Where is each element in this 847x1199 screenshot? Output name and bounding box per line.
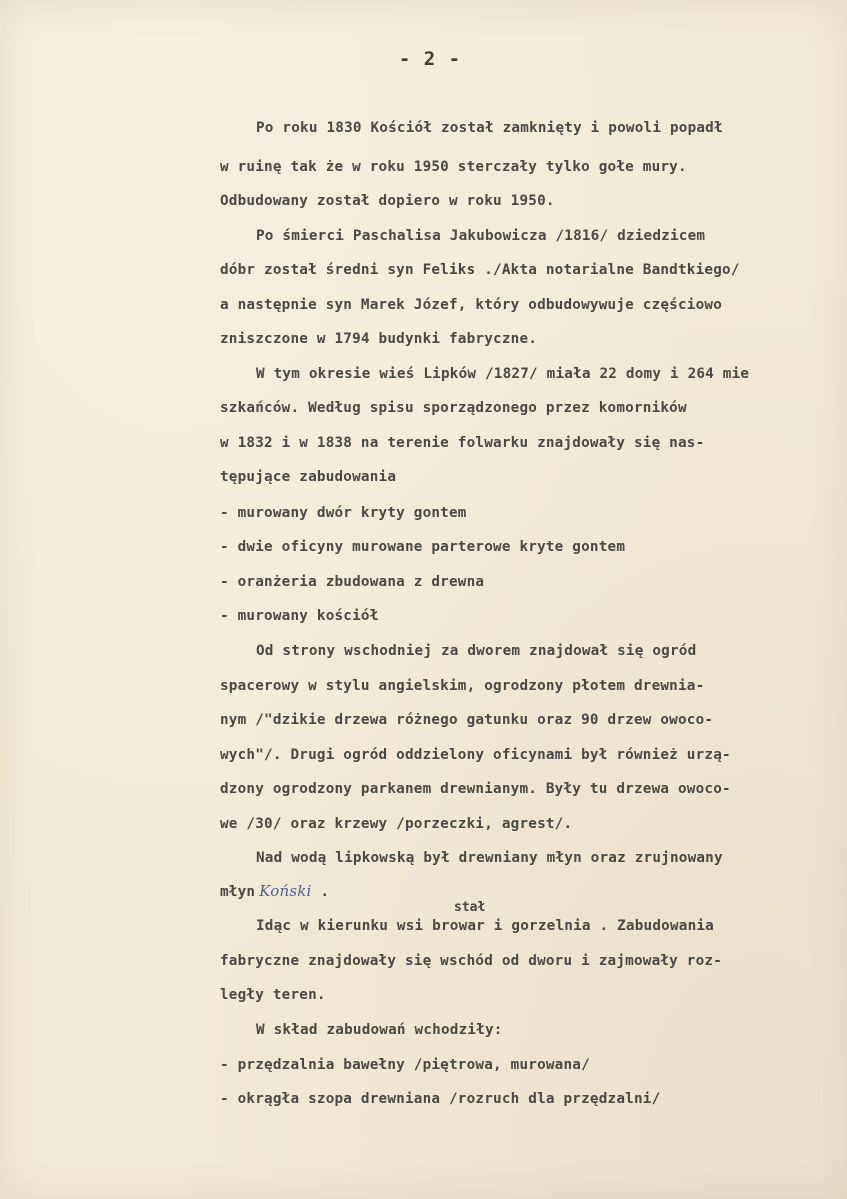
text-line: dzony ogrodzony parkanem drewnianym. Były tu drzewa owoco-	[220, 781, 731, 797]
text-line: Od strony wschodniej za dworem znajdował się ogród	[256, 643, 697, 659]
text-line: Nad wodą lipkowską był drewniany młyn oraz zrujnowany	[256, 850, 723, 866]
text-fragment: .	[311, 884, 330, 900]
text-line: a następnie syn Marek Józef, który odbudowywuje częściowo	[220, 297, 723, 313]
text-line: wych"/. Drugi ogród oddzielony oficynami był również urzą-	[220, 747, 731, 763]
list-item: - murowany kościół	[220, 608, 379, 624]
text-line: w ruinę tak że w roku 1950 sterczały tylko gołe mury.	[220, 159, 687, 175]
text-line: dóbr został średni syn Feliks ./Akta notarialne Bandtkiego/	[220, 262, 740, 278]
text-line: legły teren.	[220, 987, 326, 1003]
list-item: - murowany dwór kryty gontem	[220, 505, 467, 521]
text-line: spacerowy w stylu angielskim, ogrodzony płotem drewnia-	[220, 678, 705, 694]
text-line: Odbudowany został dopiero w roku 1950.	[220, 193, 555, 209]
list-item: - dwie oficyny murowane parterowe kryte gontem	[220, 539, 626, 555]
handwritten-note: Końskі	[259, 882, 312, 900]
text-line: tępujące zabudowania	[220, 469, 397, 485]
text-line-with-handwriting	[220, 881, 329, 901]
text-line: W skład zabudowań wchodziły:	[256, 1022, 503, 1038]
page-number: - 2 -	[398, 48, 462, 70]
text-line: zniszczone w 1794 budynki fabryczne.	[220, 331, 538, 347]
text-line: we /30/ oraz krzewy /porzeczki, agrest/.	[220, 816, 573, 832]
text-line: szkańców. Według spisu sporządzonego przez komorników	[220, 400, 687, 416]
inserted-word: stał	[454, 900, 486, 915]
list-item: - okrągła szopa drewniana /rozruch dla przędzalni/	[220, 1091, 661, 1107]
text-line: fabryczne znajdowały się wschód od dworu i zajmowały roz-	[220, 953, 723, 969]
text-line: Idąc w kierunku wsi browar i gorzelnia . Zabudowania	[256, 918, 714, 934]
text-line: nym /"dzikie drzewa różnego gatunku oraz 90 drzew owoco-	[220, 712, 714, 728]
list-item: - przędzalnia bawełny /piętrowa, murowana/	[220, 1057, 590, 1073]
list-item: - oranżeria zbudowana z drewna	[220, 574, 485, 590]
text-line: W tym okresie wieś Lipków /1827/ miała 22 domy i 264 mie	[256, 366, 750, 382]
text-line: Po roku 1830 Kościół został zamknięty i powoli popadł	[256, 120, 723, 136]
text-line: Po śmierci Paschalisa Jakubowicza /1816/ dziedzicem	[256, 228, 706, 244]
text-line: w 1832 i w 1838 na terenie folwarku znajdowały się nas-	[220, 435, 705, 451]
text-fragment: młyn	[220, 884, 256, 900]
